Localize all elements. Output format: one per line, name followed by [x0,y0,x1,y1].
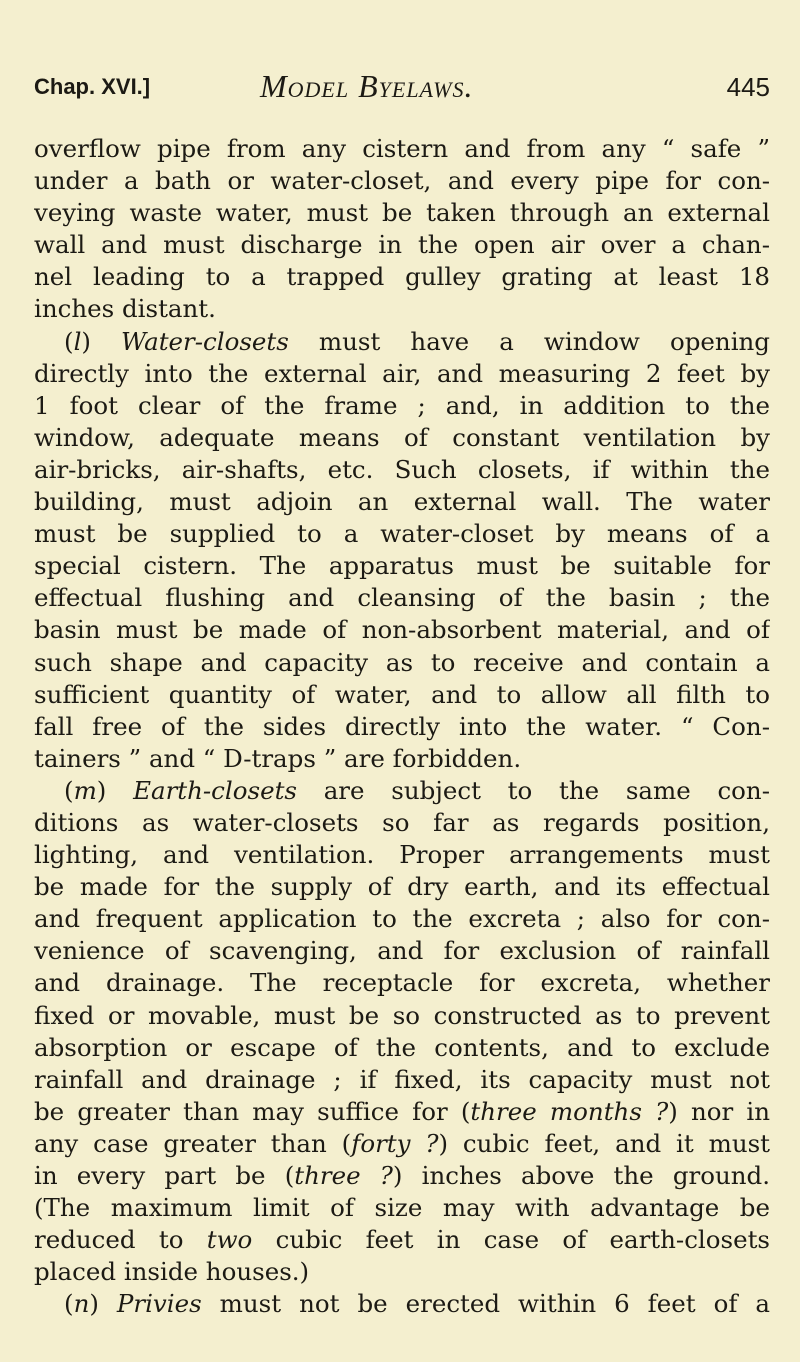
text-line [34,647,770,679]
text-span: ditions as water-closets so far as regards position, [34,807,770,837]
text-span: ( [64,775,74,805]
italic-text: l [73,326,82,356]
text-span: veying waste water, must be taken through an external [34,198,770,228]
text-span: ( [64,326,74,356]
text-line [34,454,770,486]
text-line [34,1224,770,1256]
text-span: be made for the supply of dry earth, and its effectual [34,872,770,902]
text-span: cubic feet in case of earth-closets [252,1225,770,1255]
text-span: any case greater than ( [34,1128,352,1158]
text-span: wall and must discharge in the open air over a chan- [34,230,770,260]
text-span: ) [81,326,122,356]
text-span: sufficient quantity of water, and to allow all filth to [34,679,770,709]
text-line [34,550,770,582]
text-span: ( [64,1289,74,1319]
text-span: reduced to [34,1225,207,1255]
text-span: and frequent application to the excreta ; also for con- [34,904,770,934]
text-line [34,1128,770,1160]
text-span: ) [96,775,134,805]
italic-text: Privies [116,1289,202,1319]
text-line [34,743,770,775]
text-line [34,1288,770,1320]
text-span: (The maximum limit of size may with advantage be [34,1193,770,1223]
text-span: overflow pipe from any cistern and from any “ safe ” [34,134,770,163]
text-span: 1 foot clear of the frame ; and, in addition to the [34,390,770,420]
body-text [34,133,770,1320]
text-line [34,1160,770,1192]
text-span: fall free of the sides directly into the water. “ Con- [34,711,770,741]
page-number: 445 [726,72,770,102]
text-line [34,775,770,807]
italic-text: two [206,1225,253,1255]
text-span: directly into the external air, and measuring 2 feet by [34,358,770,388]
text-line [34,807,770,839]
text-line [34,1192,770,1224]
text-span: absorption or escape of the contents, and to exclude [34,1032,770,1062]
text-line [34,390,770,422]
text-span: building, must adjoin an external wall. The water [34,487,770,517]
chapter-label: Chap. XVI.] [34,74,151,99]
text-line [34,165,770,197]
text-span: nel leading to a trapped gulley grating at least 18 [34,262,770,292]
text-span: basin must be made of non-absorbent material, and of [34,615,770,645]
text-span: special cistern. The apparatus must be suitable for [34,551,770,581]
italic-text: three months ? [470,1096,669,1126]
text-line [34,261,770,293]
text-span: rainfall and drainage ; if fixed, its capacity must not [34,1064,770,1094]
text-span: ) inches above the ground. [392,1161,770,1190]
text-span: venience of scavenging, and for exclusion of rainfall [34,936,770,966]
text-line [34,486,770,518]
text-span: air-bricks, air-shafts, etc. Such closets, if within the [34,454,770,484]
text-span: ) cubic feet, and it must [438,1128,770,1158]
text-span: ) nor in [668,1096,770,1126]
text-line [34,518,770,550]
text-line [34,1256,770,1288]
italic-text: Water-closets [121,326,289,356]
text-span: such shape and capacity as to receive and contain a [34,647,770,677]
text-line [34,326,770,358]
text-line [34,871,770,903]
running-head [34,68,770,108]
running-title: Model Byelaws. [260,68,474,104]
text-line [34,967,770,999]
text-line [34,229,770,261]
text-span: fixed or movable, must be so constructed as to prevent [34,1000,770,1030]
text-span: lighting, and ventilation. Proper arrangements must [34,840,770,870]
text-line [34,935,770,967]
text-line [34,358,770,390]
text-line [34,1096,770,1128]
text-line [34,422,770,454]
text-span: tainers ” and “ D-traps ” are forbidden. [34,743,522,773]
text-span: in every part be ( [34,1161,295,1190]
italic-text: n [73,1289,90,1319]
text-span: under a bath or water-closet, and every pipe for con- [34,166,770,196]
text-span: and drainage. The receptacle for excreta, whether [34,968,770,998]
text-line [34,582,770,614]
text-line [34,711,770,743]
text-line [34,614,770,646]
text-line [34,839,770,871]
text-span: placed inside houses.) [34,1257,310,1287]
text-line [34,903,770,935]
text-line [34,197,770,229]
text-line [34,293,770,325]
italic-text: three ? [294,1161,393,1190]
text-span: window, adequate means of constant ventilation by [34,422,770,452]
text-span: ) [89,1289,117,1319]
text-line [34,1000,770,1032]
text-line [34,133,770,165]
text-line [34,679,770,711]
text-span: are subject to the same con- [296,775,770,805]
text-span: must have a window opening [288,326,770,356]
text-line [34,1032,770,1064]
text-span: be greater than may suffice for ( [34,1096,471,1126]
text-line [34,1064,770,1096]
text-span: inches distant. [34,294,216,324]
italic-text: forty ? [351,1128,439,1158]
text-span: must be supplied to a water-closet by means of a [34,519,770,549]
italic-text: m [73,775,97,805]
text-span: must not be erected within 6 feet of a [201,1289,770,1319]
italic-text: Earth-closets [133,775,297,805]
text-span: effectual flushing and cleansing of the basin ; the [34,583,770,613]
